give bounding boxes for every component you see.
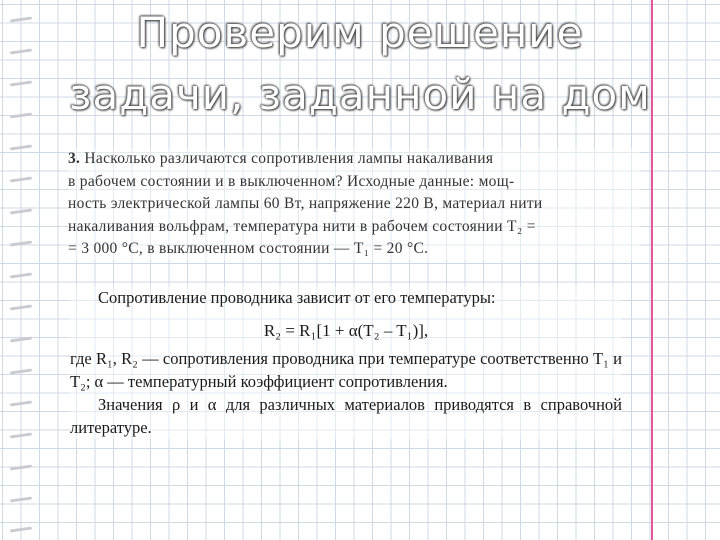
problem-line-3: ность электрической лампы 60 Вт, напряжение 220 В, материал нити: [68, 195, 543, 212]
problem-line-1-text: Насколько различаются сопротивления лампы накаливания: [80, 150, 494, 167]
problem-line-4: накаливания вольфрам, температура нити в рабочем состоянии T₂ =: [68, 217, 536, 235]
slide-title: [0, 2, 720, 126]
solution-reference-note: Значения ρ и α для различных материалов приводятся в справочной литературе.: [70, 395, 622, 437]
problem-line-2: в рабочем состоянии и в выключенном? Исходные данные: мощ-: [68, 172, 515, 190]
solution-intro: Сопротивление проводника зависит от его температуры:: [98, 288, 496, 307]
title-line-2: задачи, заданной на дом: [69, 70, 651, 119]
problem-statement: [68, 148, 640, 261]
problem-line-1: [68, 148, 640, 171]
title-line-1: Проверим решение: [136, 8, 584, 57]
solution-text: [70, 286, 622, 439]
resistance-formula: R₂ = R₁[1 + α(T₂ – T₁)],: [263, 321, 429, 340]
problem-line-5: = 3 000 °С, в выключенном состоянии — T₁ = 20 °С.: [68, 240, 429, 257]
solution-explanation: где R₁, R₂ — сопротивления проводника при температуре соответственно T₁ и T₂; α — температурный коэффициент сопротивления.: [70, 349, 622, 391]
problem-number: 3.: [68, 150, 81, 167]
